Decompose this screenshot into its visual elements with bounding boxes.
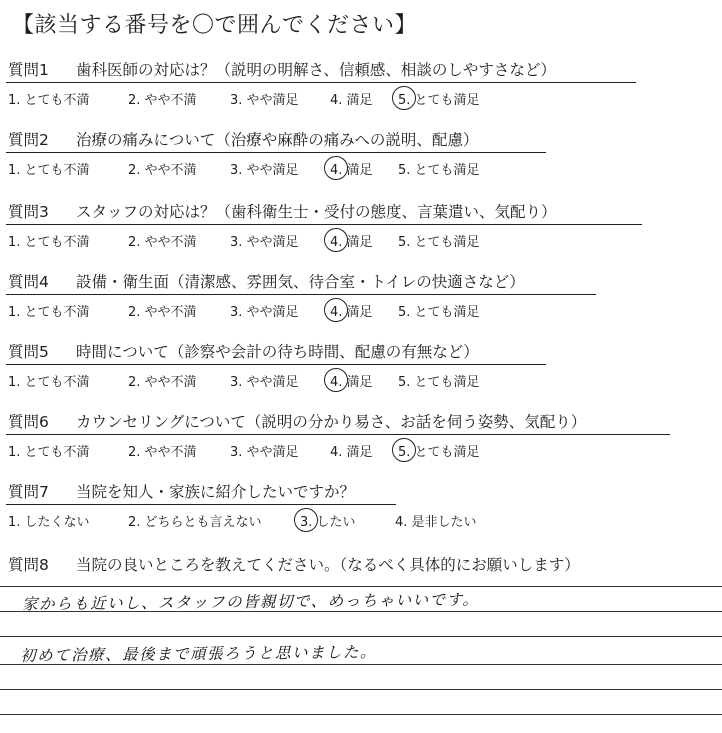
question-8 <box>8 553 580 575</box>
question-text: カウンセリングについて（説明の分かり易さ、お話を伺う姿勢、気配り） <box>76 413 587 431</box>
answer-option[interactable]: 2. やや不満 <box>128 445 197 460</box>
question-4 <box>8 270 525 292</box>
question-number: 質問4 <box>8 273 49 291</box>
question-underline <box>6 504 396 505</box>
answer-option[interactable]: 3. やや満足 <box>230 445 299 460</box>
question-underline <box>6 82 636 83</box>
answer-option[interactable]: 3. やや満足 <box>230 93 299 108</box>
answer-option[interactable]: 5. とても満足 <box>398 445 480 460</box>
answer-option[interactable]: 1. とても不満 <box>8 445 90 460</box>
question-2 <box>8 128 478 150</box>
answer-option[interactable]: 5. とても満足 <box>398 305 480 320</box>
question-5 <box>8 340 479 362</box>
answer-option[interactable]: 2. やや不満 <box>128 93 197 108</box>
question-number: 質問8 <box>8 556 49 574</box>
answer-option[interactable]: 3. やや満足 <box>230 235 299 250</box>
question-1 <box>8 58 556 80</box>
answer-option[interactable]: 4. 満足 <box>330 163 373 178</box>
answer-option[interactable]: 1. とても不満 <box>8 305 90 320</box>
answer-option[interactable]: 1. したくない <box>8 515 90 530</box>
answer-line <box>0 689 722 690</box>
answer-option[interactable]: 5. とても満足 <box>398 235 480 250</box>
answer-option[interactable]: 5. とても満足 <box>398 93 480 108</box>
answer-option[interactable]: 2. どちらとも言えない <box>128 515 262 530</box>
question-text: 治療の痛みについて（治療や麻酔の痛みへの説明、配慮） <box>76 131 479 149</box>
answer-option[interactable]: 3. やや満足 <box>230 163 299 178</box>
answer-option[interactable]: 1. とても不満 <box>8 163 90 178</box>
question-text: 時間について（診察や会計の待ち時間、配慮の有無など） <box>76 343 479 361</box>
answer-option[interactable]: 3. やや満足 <box>230 305 299 320</box>
question-number: 質問2 <box>8 131 49 149</box>
question-number: 質問7 <box>8 483 49 501</box>
form-header: 【該当する番号を〇で囲んでください】 <box>12 13 418 38</box>
answer-option[interactable]: 3. したい <box>300 515 356 530</box>
question-text: 設備・衛生面（清潔感、雰囲気、待合室・トイレの快適さなど） <box>76 273 525 291</box>
question-underline <box>6 152 546 153</box>
question-3 <box>8 200 557 222</box>
question-underline <box>6 224 642 225</box>
answer-option[interactable]: 2. やや不満 <box>128 375 197 390</box>
answer-option[interactable]: 4. 満足 <box>330 445 373 460</box>
question-number: 質問1 <box>8 61 49 79</box>
answer-option[interactable]: 5. とても満足 <box>398 375 480 390</box>
question-underline <box>6 434 670 435</box>
handwritten-answer-1: 家からも近いし、スタッフの皆親切で、めっちゃいいです。 <box>21 590 480 614</box>
answer-option[interactable]: 4. 是非したい <box>395 515 477 530</box>
answer-option[interactable]: 4. 満足 <box>330 235 373 250</box>
question-7 <box>8 480 355 502</box>
answer-line <box>0 636 722 637</box>
question-number: 質問5 <box>8 343 49 361</box>
question-text: 当院を知人・家族に紹介したいですか？ <box>76 483 356 501</box>
answer-option[interactable]: 2. やや不満 <box>128 163 197 178</box>
question-underline <box>6 294 596 295</box>
answer-option[interactable]: 2. やや不満 <box>128 235 197 250</box>
question-number: 質問3 <box>8 203 49 221</box>
answer-option[interactable]: 4. 満足 <box>330 93 373 108</box>
question-underline <box>6 364 546 365</box>
answer-option[interactable]: 1. とても不満 <box>8 235 90 250</box>
answer-option[interactable]: 4. 満足 <box>330 375 373 390</box>
handwritten-answer-2: 初めて治療、最後まで頑張ろうと思いました。 <box>19 643 378 665</box>
question-6 <box>8 410 586 432</box>
answer-option[interactable]: 3. やや満足 <box>230 375 299 390</box>
question-text: スタッフの対応は？（歯科衛生士・受付の態度、言葉遣い、気配り） <box>76 203 557 221</box>
answer-line <box>0 714 722 715</box>
question-number: 質問6 <box>8 413 49 431</box>
answer-option[interactable]: 2. やや不満 <box>128 305 197 320</box>
answer-option[interactable]: 4. 満足 <box>330 305 373 320</box>
answer-option[interactable]: 1. とても不満 <box>8 93 90 108</box>
question-text: 当院の良いところを教えてください。（なるべく具体的にお願いします） <box>76 556 580 574</box>
answer-option[interactable]: 5. とても満足 <box>398 163 480 178</box>
question-text: 歯科医師の対応は？（説明の明解さ、信頼感、相談のしやすさなど） <box>76 61 556 79</box>
answer-line <box>0 586 722 587</box>
answer-option[interactable]: 1. とても不満 <box>8 375 90 390</box>
